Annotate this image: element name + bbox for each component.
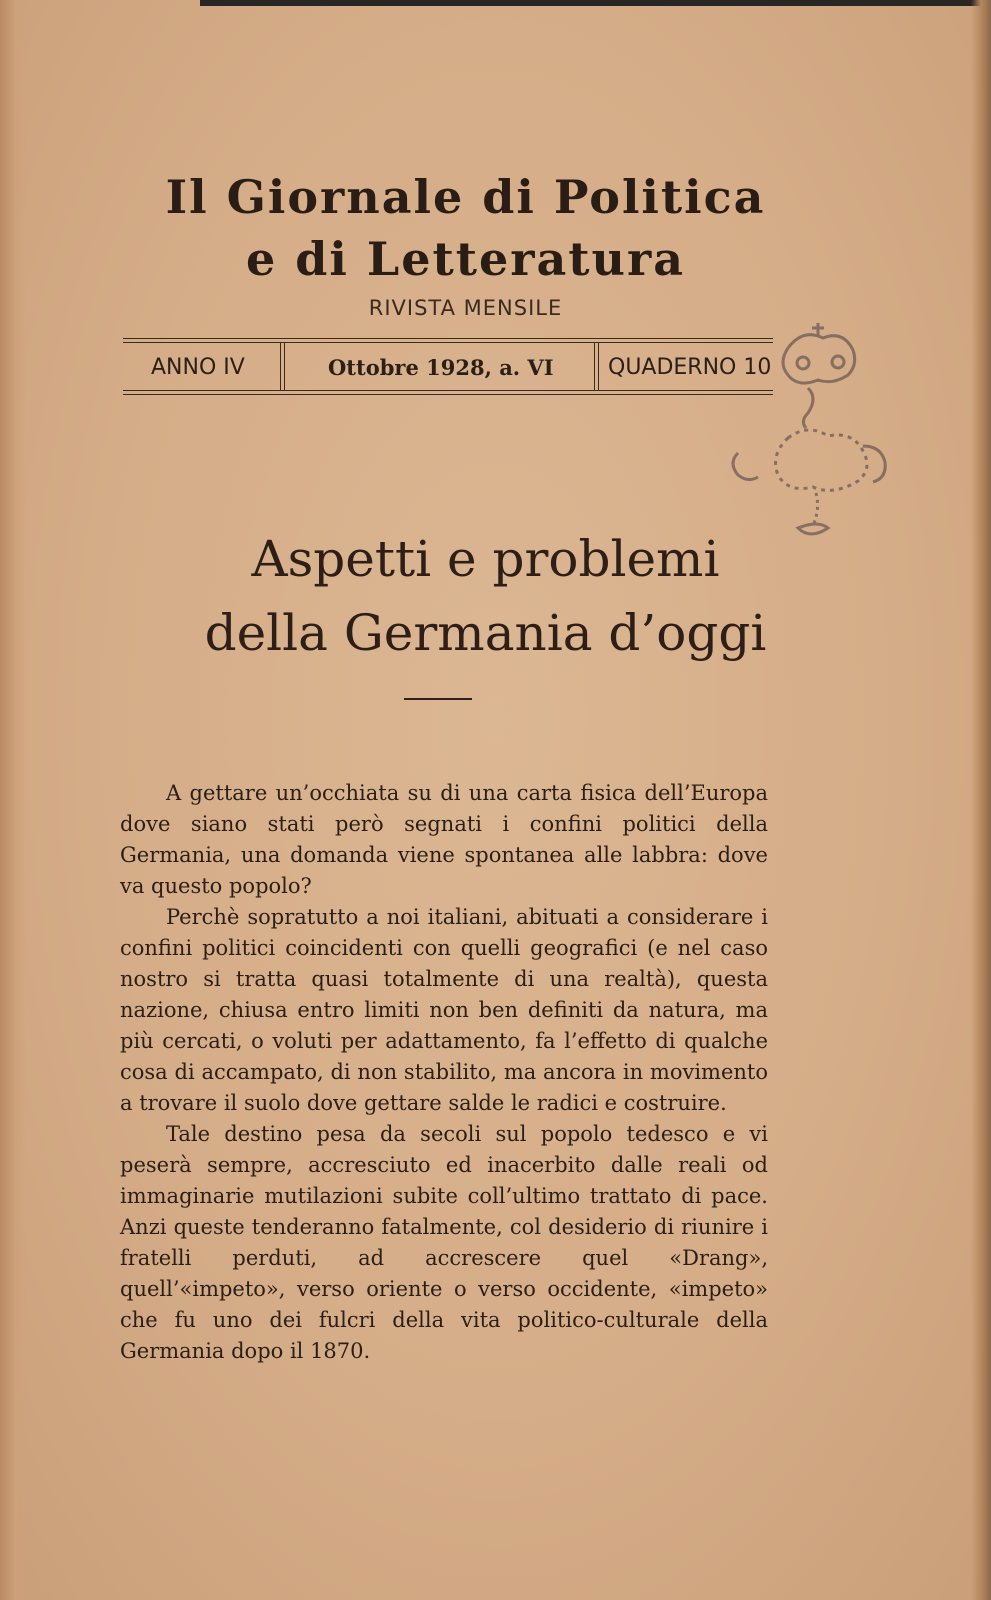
journal-subtitle: RIVISTA MENSILE xyxy=(368,296,563,320)
article-paragraph: Tale destino pesa da secoli sul popolo tedesco e vi peserà sempre, accresciuto ed inacerbito dalle reali od immaginarie mutilazioni subite coll’ultimo trattato di pace. Anzi queste tenderanno fatalmente, col desiderio di riunire i fratelli perduti, ad accrescere quel «Drang», quell’«impeto», verso oriente o verso occidente, «impeto» che fu uno dei fulcri della vita politico-culturale della Germania dopo il 1870. xyxy=(120,1122,768,1363)
info-bar-separator xyxy=(594,342,595,390)
article-paragraph: Perchè sopratutto a noi italiani, abituati a considerare i confini politici coincidenti con quelli geografici (e nel caso nostro si tratta quasi totalmente di una realtà), questa nazione, chiusa entro limiti non ben definiti da natura, ma più cercati, o voluti per adattamento, fa l’effetto di qualche cosa di accampato, di non stabilito, ma ancora in movimento a trovare il suolo dove gettare salde le radici e costruire. xyxy=(120,905,768,1115)
article-title-line2: della Germania d’oggi xyxy=(204,604,767,662)
info-bar-rule xyxy=(123,390,773,391)
article-body xyxy=(120,778,768,1367)
journal-title-line2: e di Letteratura xyxy=(245,232,686,286)
page-right-edge xyxy=(971,0,991,1600)
info-bar-rule xyxy=(123,394,773,395)
issue-anno: ANNO IV xyxy=(151,355,245,380)
info-bar-rule xyxy=(123,342,773,343)
title-divider xyxy=(404,698,472,700)
article-paragraph: A gettare un’occhiata su di una carta fisica dell’Europa dove siano stati però segnati i confini politici della Germania, una domanda viene spontanea alle labbra: dove va questo popolo? xyxy=(120,781,768,898)
issue-info-bar xyxy=(123,338,773,396)
info-bar-separator xyxy=(280,342,281,390)
info-bar-rule xyxy=(123,338,773,339)
info-bar-separator xyxy=(284,342,285,390)
page-top-edge xyxy=(200,0,991,6)
article-title-line1: Aspetti e problemi xyxy=(251,530,720,588)
journal-title-line1: Il Giornale di Politica xyxy=(165,170,766,224)
issue-quaderno: QUADERNO 10 xyxy=(608,355,772,380)
issue-date: Ottobre 1928, a. VI xyxy=(328,355,554,380)
info-bar-separator xyxy=(598,342,599,390)
